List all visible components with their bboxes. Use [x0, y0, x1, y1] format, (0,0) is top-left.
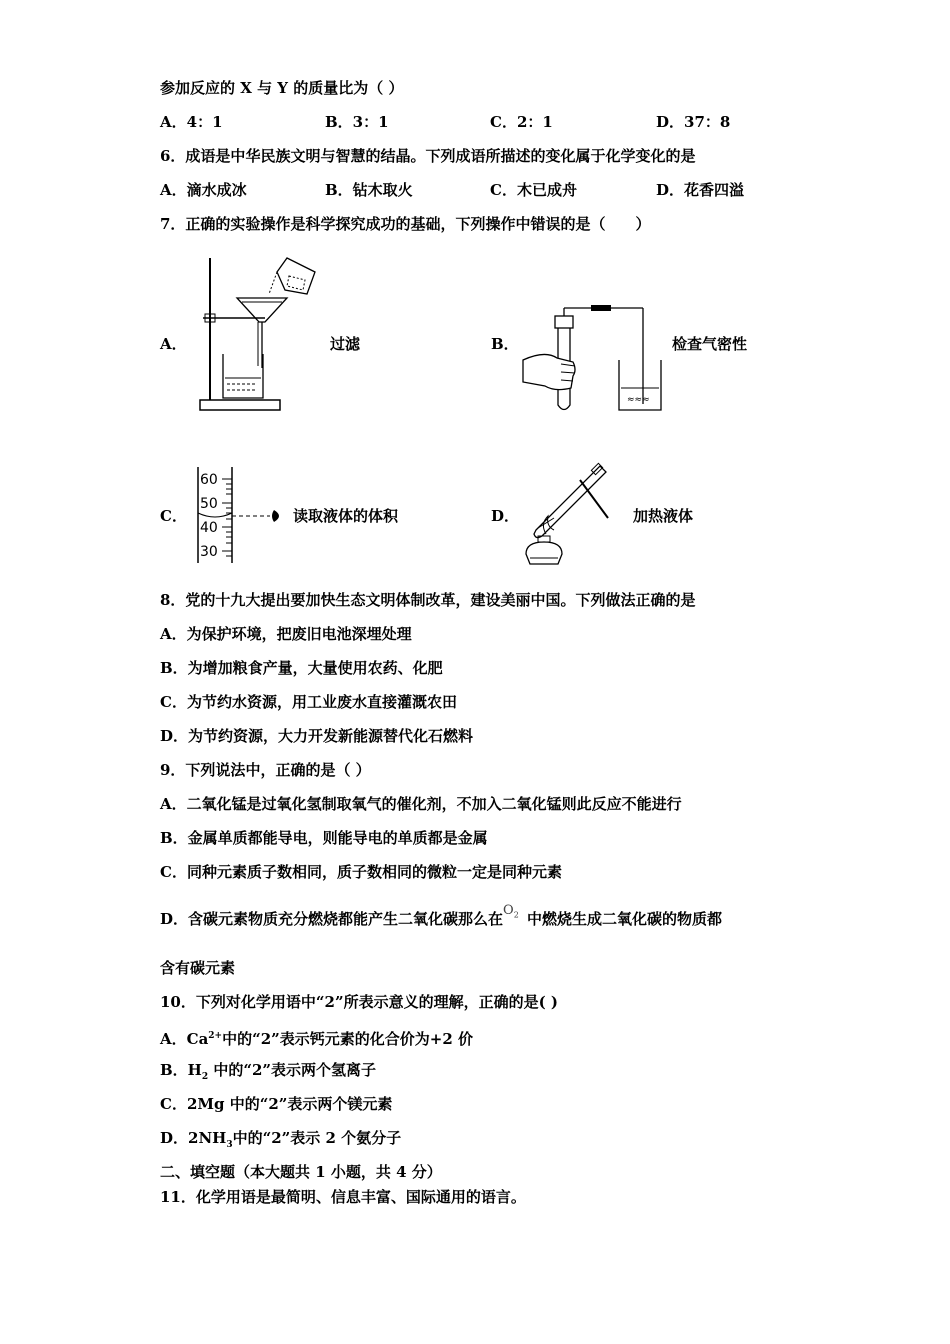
q8-option-d: D．为节约资源，大力开发新能源替代化石燃料 — [160, 727, 474, 745]
q7-option-d-letter: D． — [491, 507, 520, 525]
airtightness-check-figure — [515, 300, 665, 418]
q5-stem: 参加反应的 X 与 Y 的质量比为（ ） — [160, 79, 404, 97]
q6-option-a: A．滴水成冰 — [160, 181, 247, 199]
cylinder-tick-40: 40 — [200, 520, 218, 536]
o2-formula: $O_2$ — [503, 903, 519, 920]
cylinder-tick-50: 50 — [200, 496, 218, 512]
q9-option-b: B．金属单质都能导电，则能导电的单质都是金属 — [160, 829, 488, 847]
q5-option-a: A．4：1 — [160, 113, 223, 131]
q7-option-b-letter: B． — [491, 335, 519, 353]
q7-option-a-caption: 过滤 — [330, 335, 361, 353]
graduated-cylinder-figure — [190, 465, 290, 565]
q11-stem: 11．化学用语是最简明、信息丰富、国际通用的语言。 — [160, 1188, 526, 1206]
q5-option-d: D．37：8 — [656, 113, 731, 131]
q10-stem: 10．下列对化学用语中“2”所表示意义的理解，正确的是( ) — [160, 993, 558, 1011]
cylinder-tick-60: 60 — [200, 472, 218, 488]
q9-option-d-after: 中燃烧生成二氧化碳的物质都 — [527, 910, 723, 928]
q7-option-b-caption: 检查气密性 — [672, 335, 748, 353]
q5-option-c: C．2：1 — [490, 113, 553, 131]
q6-stem: 6．成语是中华民族文明与智慧的结晶。下列成语所描述的变化属于化学变化的是 — [160, 147, 696, 165]
q9-option-c: C．同种元素质子数相同，质子数相同的微粒一定是同种元素 — [160, 863, 562, 881]
q7-option-a-letter: A． — [160, 335, 187, 353]
filtration-apparatus-figure — [195, 250, 335, 415]
q9-option-d-continued: 含有碳元素 — [160, 959, 236, 977]
q6-option-d: D．花香四溢 — [656, 181, 745, 199]
q9-option-d — [160, 903, 723, 936]
q9-option-d-before: D．含碳元素物质充分燃烧都能产生二氧化碳那么在 — [160, 910, 504, 928]
q8-stem: 8．党的十九大提出要加快生态文明体制改革，建设美丽中国。下列做法正确的是 — [160, 591, 696, 609]
q9-option-a: A．二氧化锰是过氧化氢制取氧气的催化剂，不加入二氧化锰则此反应不能进行 — [160, 795, 682, 813]
q7-option-d-caption: 加热液体 — [633, 507, 694, 525]
q9-stem: 9．下列说法中，正确的是（ ） — [160, 761, 371, 779]
q10-option-d: D．$2NH_3$中的“2”表示 2 个氨分子 — [160, 1129, 402, 1150]
q8-option-a: A．为保护环境，把废旧电池深埋处理 — [160, 625, 412, 643]
q8-option-c: C．为节约水资源，用工业废水直接灌溉农田 — [160, 693, 457, 711]
heating-liquid-figure — [518, 458, 628, 570]
q7-option-c-letter: C． — [160, 507, 187, 525]
q6-option-b: B．钻木取火 — [325, 181, 413, 199]
q10-option-b: B．$H_2$ 中的“2”表示两个氢离子 — [160, 1061, 377, 1082]
q7-option-c-caption: 读取液体的体积 — [293, 507, 399, 525]
q7-stem: 7．正确的实验操作是科学探究成功的基础，下列操作中错误的是（ ） — [160, 215, 651, 233]
cylinder-tick-30: 30 — [200, 544, 218, 560]
q6-option-c: C．木已成舟 — [490, 181, 577, 199]
q10-option-a: A．$Ca^{2+}$中的“2”表示钙元素的化合价为+2 价 — [160, 1030, 474, 1048]
q5-option-b: B．3：1 — [325, 113, 389, 131]
section-heading: 二、填空题（本大题共 1 小题，共 4 分） — [160, 1163, 442, 1181]
q10-option-c: C．2Mg 中的“2”表示两个镁元素 — [160, 1095, 393, 1113]
svg-text:≈≈≈: ≈≈≈ — [627, 395, 650, 405]
q8-option-b: B．为增加粮食产量，大量使用农药、化肥 — [160, 659, 443, 677]
